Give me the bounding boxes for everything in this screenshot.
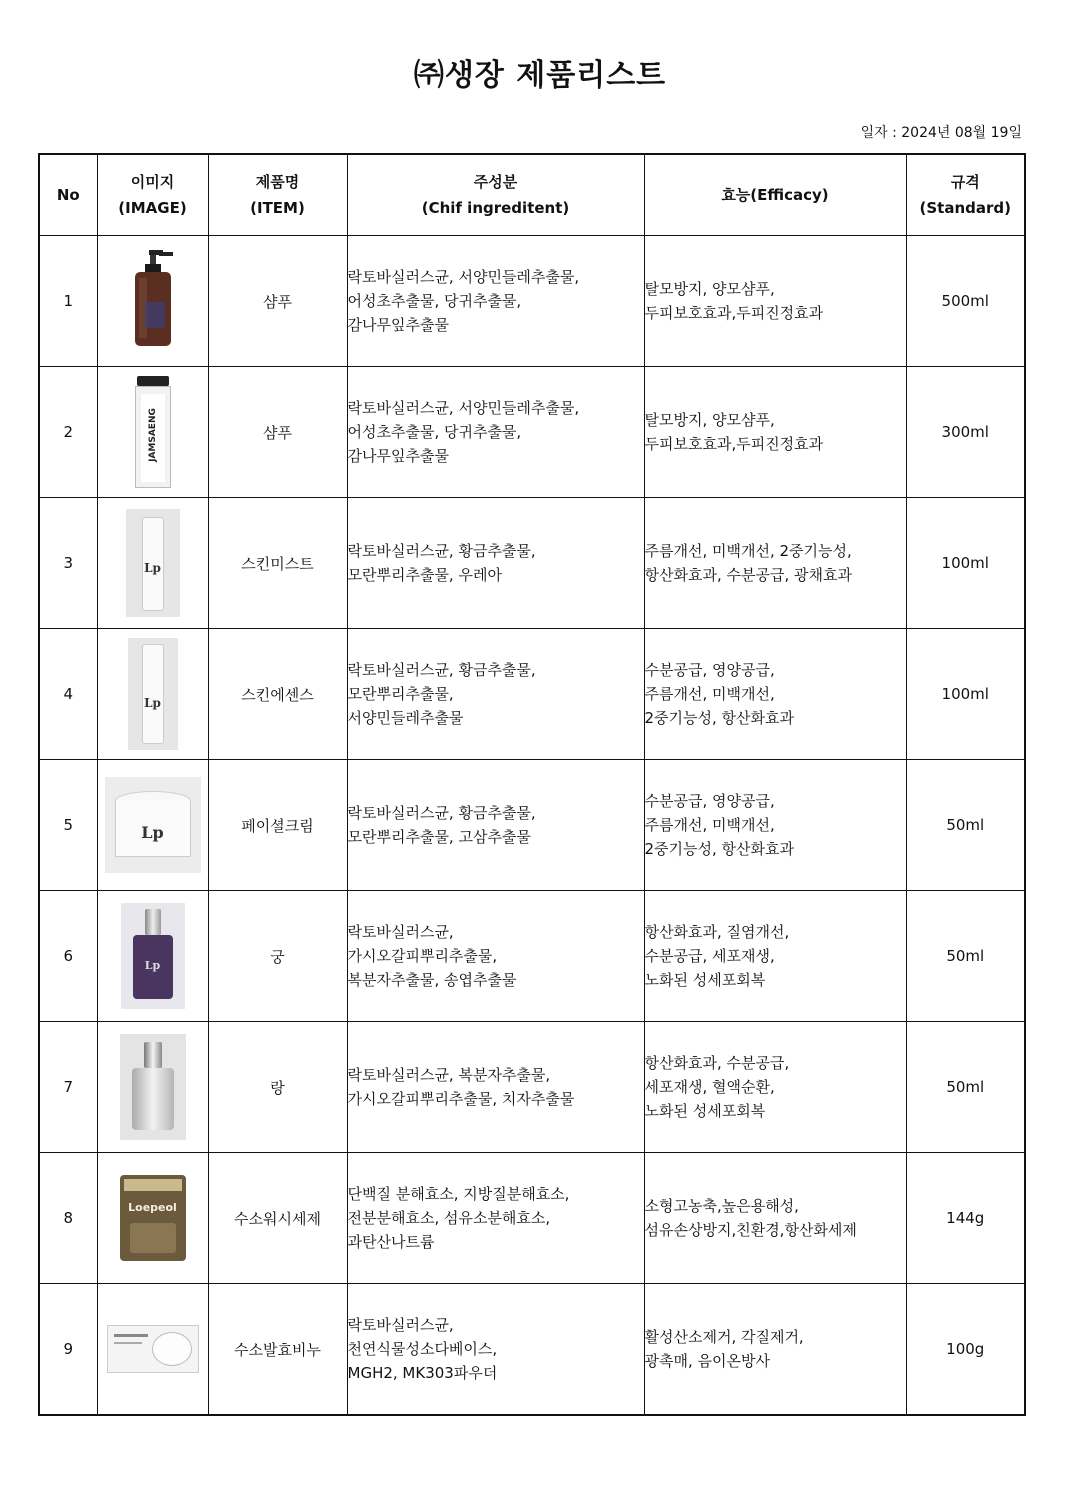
row-number: 8	[39, 1153, 97, 1284]
cream-jar-image	[105, 777, 201, 873]
product-image-cell	[97, 760, 208, 891]
efficacy-text: 활성산소제거, 각질제거, 광촉매, 음이온방사	[644, 1284, 906, 1416]
efficacy-text: 수분공급, 영양공급, 주름개선, 미백개선, 2중기능성, 항산화효과	[644, 760, 906, 891]
purple-serum-image	[121, 903, 185, 1009]
product-image-cell	[97, 236, 208, 367]
row-number: 4	[39, 629, 97, 760]
item-name: 스킨미스트	[208, 498, 347, 629]
product-image-cell	[97, 629, 208, 760]
ingredient-text: 락토바실러스균, 서양민들레추출물, 어성초추출물, 당귀추출물, 감나무잎추출물	[347, 367, 644, 498]
ingredient-text: 단백질 분해효소, 지방질분해효소, 전분분해효소, 섬유소분해효소, 과탄산나트륨	[347, 1153, 644, 1284]
row-number: 1	[39, 236, 97, 367]
bottle-brand-label: JAMSAENG	[147, 408, 158, 462]
row-number: 9	[39, 1284, 97, 1416]
header-standard: 규격 (Standard)	[906, 154, 1025, 236]
header-efficacy: 효능(Efficacy)	[644, 154, 906, 236]
header-no: No	[39, 154, 97, 236]
lp-logo: Lp	[144, 696, 161, 710]
table-row	[39, 1284, 1025, 1416]
table-row	[39, 891, 1025, 1022]
item-name: 수소발효비누	[208, 1284, 347, 1416]
table-row	[39, 1022, 1025, 1153]
item-name: 샴푸	[208, 367, 347, 498]
lp-logo: Lp	[141, 823, 164, 842]
ingredient-text: 락토바실러스균, 복분자추출물, 가시오갈피뿌리추출물, 치자추출물	[347, 1022, 644, 1153]
lp-logo: Lp	[144, 561, 161, 575]
soap-package-image	[107, 1325, 199, 1373]
detergent-pouch-image	[120, 1175, 186, 1261]
item-name: 랑	[208, 1022, 347, 1153]
standard-value: 50ml	[906, 1022, 1025, 1153]
table-row	[39, 236, 1025, 367]
standard-value: 300ml	[906, 367, 1025, 498]
efficacy-text: 탈모방지, 양모샴푸, 두피보호효과,두피진정효과	[644, 236, 906, 367]
item-name: 궁	[208, 891, 347, 1022]
essence-bottle-image	[128, 638, 178, 750]
ingredient-text: 락토바실러스균, 황금추출물, 모란뿌리추출물, 서양민들레추출물	[347, 629, 644, 760]
product-image-cell	[97, 498, 208, 629]
standard-value: 144g	[906, 1153, 1025, 1284]
efficacy-text: 소형고농축,높은용해성, 섬유손상방지,친환경,항산화세제	[644, 1153, 906, 1284]
row-number: 3	[39, 498, 97, 629]
row-number: 2	[39, 367, 97, 498]
item-name: 스킨에센스	[208, 629, 347, 760]
product-image-cell	[97, 1153, 208, 1284]
header-ingredient: 주성분 (Chif ingreditent)	[347, 154, 644, 236]
standard-value: 500ml	[906, 236, 1025, 367]
table-row	[39, 498, 1025, 629]
standard-value: 100ml	[906, 498, 1025, 629]
page-title: ㈜생장 제품리스트	[413, 58, 667, 93]
row-number: 7	[39, 1022, 97, 1153]
product-table	[38, 153, 1026, 1416]
table-header-row	[39, 154, 1025, 236]
mist-bottle-image	[126, 509, 180, 617]
silver-serum-image	[120, 1034, 186, 1140]
item-name: 샴푸	[208, 236, 347, 367]
product-image-cell	[97, 1022, 208, 1153]
product-image-cell	[97, 1284, 208, 1416]
row-number: 5	[39, 760, 97, 891]
table-row	[39, 367, 1025, 498]
efficacy-text: 탈모방지, 양모샴푸, 두피보호효과,두피진정효과	[644, 367, 906, 498]
row-number: 6	[39, 891, 97, 1022]
header-item: 제품명 (ITEM)	[208, 154, 347, 236]
table-row	[39, 629, 1025, 760]
product-image-cell	[97, 891, 208, 1022]
document-date: 일자 : 2024년 08월 19일	[860, 125, 1022, 141]
pump-bottle-image	[131, 250, 175, 348]
ingredient-text: 락토바실러스균, 서양민들레추출물, 어성초추출물, 당귀추출물, 감나무잎추출물	[347, 236, 644, 367]
shampoo-bottle-image	[135, 376, 171, 488]
standard-value: 50ml	[906, 891, 1025, 1022]
standard-value: 100g	[906, 1284, 1025, 1416]
lp-logo: Lp	[144, 959, 161, 972]
efficacy-text: 주름개선, 미백개선, 2중기능성, 항산화효과, 수분공급, 광채효과	[644, 498, 906, 629]
header-image: 이미지 (IMAGE)	[97, 154, 208, 236]
item-name: 페이셜크림	[208, 760, 347, 891]
pouch-brand-label: Loepeol	[128, 1201, 177, 1214]
ingredient-text: 락토바실러스균, 황금추출물, 모란뿌리추출물, 우레아	[347, 498, 644, 629]
product-image-cell	[97, 367, 208, 498]
efficacy-text: 수분공급, 영양공급, 주름개선, 미백개선, 2중기능성, 항산화효과	[644, 629, 906, 760]
table-row	[39, 760, 1025, 891]
item-name: 수소워시세제	[208, 1153, 347, 1284]
table-row	[39, 1153, 1025, 1284]
ingredient-text: 락토바실러스균, 가시오갈피뿌리추출물, 복분자추출물, 송엽추출물	[347, 891, 644, 1022]
efficacy-text: 항산화효과, 수분공급, 세포재생, 혈액순환, 노화된 성세포회복	[644, 1022, 906, 1153]
standard-value: 50ml	[906, 760, 1025, 891]
standard-value: 100ml	[906, 629, 1025, 760]
ingredient-text: 락토바실러스균, 천연식물성소다베이스, MGH2, MK303파우더	[347, 1284, 644, 1416]
ingredient-text: 락토바실러스균, 황금추출물, 모란뿌리추출물, 고삼추출물	[347, 760, 644, 891]
efficacy-text: 항산화효과, 질염개선, 수분공급, 세포재생, 노화된 성세포회복	[644, 891, 906, 1022]
